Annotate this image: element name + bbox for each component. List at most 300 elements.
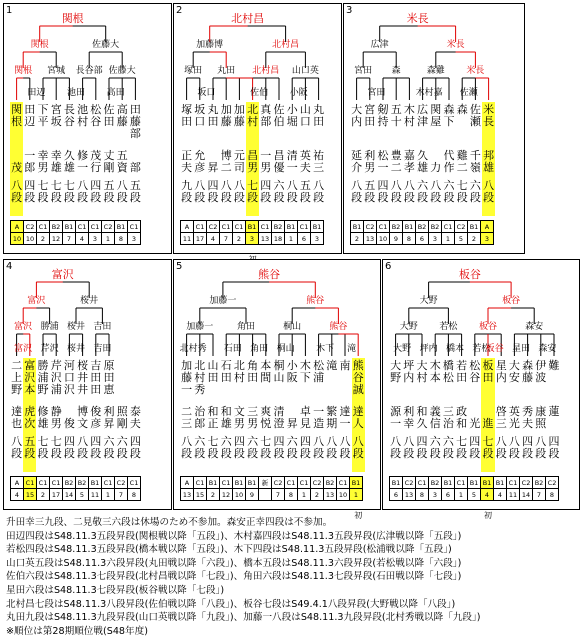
player-char: 期: [326, 417, 338, 430]
player-char: 静: [50, 405, 62, 418]
rank-cell: 3: [311, 233, 324, 245]
rank-cell: C1: [76, 221, 89, 233]
bracket-name-top: 富沢: [51, 268, 74, 281]
rank-cell: 4: [494, 489, 507, 501]
player-char: 資: [116, 161, 128, 174]
player-char: 佐: [273, 103, 285, 116]
rank-cell: 1: [455, 489, 468, 501]
player-char: 段: [77, 191, 89, 204]
player-char: 茂: [90, 149, 102, 162]
rank-cell: 14: [63, 489, 76, 501]
player-char: 下: [37, 103, 49, 116]
rank-cell: 2: [311, 489, 324, 501]
rank-cell: B1: [351, 221, 364, 233]
player-char: 昇: [286, 417, 298, 430]
player-char: 四: [273, 435, 285, 448]
rank-cell: 7: [63, 233, 76, 245]
player-char: 段: [207, 191, 219, 204]
player-char: 八: [535, 435, 547, 448]
player-char: 長: [63, 103, 75, 116]
rank-cell: 2: [207, 489, 220, 501]
bracket-name-l0: 石田: [223, 344, 242, 354]
player-char: 六: [194, 435, 206, 448]
player-char: 茂: [11, 161, 23, 174]
player-char: 人: [352, 417, 364, 430]
bracket-name-l1: 桜井: [66, 322, 86, 332]
bracket-name-l0: 板谷: [485, 344, 504, 354]
player-char: 六: [273, 179, 285, 192]
player-char: 英: [508, 405, 520, 418]
player-char: 谷: [63, 115, 75, 128]
rank-cell: 4: [207, 233, 220, 245]
rank-table: [389, 476, 559, 501]
player-char: 八: [430, 179, 442, 192]
rank-cell: B1: [403, 221, 416, 233]
player-char: 一: [260, 149, 272, 162]
player-char: 村: [233, 371, 245, 384]
player-char: 段: [37, 447, 49, 460]
player-char: 塚: [181, 103, 193, 116]
player-char: 内: [351, 115, 363, 128]
player-char: 澄: [273, 417, 285, 430]
player-char: 康: [535, 405, 547, 418]
player-char: 池: [77, 103, 89, 116]
player-char: 芹: [50, 359, 62, 372]
player-char: 男: [37, 161, 49, 174]
rank-cell: B2: [533, 477, 546, 489]
player-char: 石: [220, 359, 232, 372]
bracket-name-l0: 大野: [393, 344, 412, 354]
player-char: 六: [220, 435, 232, 448]
rank-cell: 3: [128, 233, 141, 245]
player-char: 内: [495, 371, 507, 384]
player-char: 夫: [129, 417, 141, 430]
rank-cell: 1: [298, 489, 311, 501]
rank-cell: 3: [481, 233, 494, 245]
rank-cell: 6: [442, 489, 455, 501]
player-char: 段: [194, 191, 206, 204]
bracket-name-l0: 芹沢: [40, 344, 59, 354]
player-char: 持: [377, 115, 389, 128]
rank-cell: 5: [76, 489, 89, 501]
rank-cell: 4: [76, 233, 89, 245]
player-char: 四: [260, 179, 272, 192]
player-char: 七: [482, 435, 494, 448]
player-char: 板: [482, 359, 494, 372]
player-char: 津: [417, 115, 429, 128]
player-char: 八: [403, 179, 415, 192]
player-char: 七: [456, 435, 468, 448]
player-char: 元: [233, 149, 245, 162]
bracket-name-top: 熊谷: [258, 268, 281, 281]
bracket-name-l1: 佐藤大: [108, 66, 136, 76]
rank-cell: 10: [233, 489, 246, 501]
player-char: 八: [390, 435, 402, 448]
player-char: 八: [313, 179, 325, 192]
player-char: 段: [50, 191, 62, 204]
bracket-name-l0: 坂口: [197, 88, 216, 98]
player-char: 下: [443, 115, 455, 128]
player-char: 卓: [299, 405, 311, 418]
rank-cell: B1: [468, 477, 481, 489]
player-char: 六: [103, 435, 115, 448]
player-char: 達: [352, 405, 364, 418]
rank-cell: C1: [416, 477, 429, 489]
rank-cell: B1: [494, 477, 507, 489]
player-char: 段: [220, 447, 232, 460]
player-char: 優: [273, 161, 285, 174]
player-char: 浦: [37, 371, 49, 384]
player-char: 男: [233, 417, 245, 430]
bracket-name-l1: 宮城: [47, 66, 66, 76]
player-char: 田: [313, 115, 325, 128]
player-char: 治: [194, 405, 206, 418]
rank-cell: 17: [50, 489, 63, 501]
player-char: 爽: [260, 405, 272, 418]
player-char: 藤: [220, 115, 232, 128]
player-char: 彦: [194, 161, 206, 174]
player-char: 悦: [260, 417, 272, 430]
player-char: 村: [194, 371, 206, 384]
bracket-name-l0: 佐瀬: [459, 88, 478, 98]
player-char: 段: [483, 191, 495, 204]
player-char: 村: [403, 115, 415, 128]
player-char: 橋: [442, 359, 454, 372]
player-char: 村: [416, 371, 428, 384]
player-char: 松: [442, 371, 454, 384]
player-char: 允: [194, 149, 206, 162]
player-char: 段: [233, 191, 245, 204]
player-char: 藤: [129, 115, 141, 128]
rank-cell: 2: [37, 233, 50, 245]
player-char: 富: [24, 359, 36, 372]
player-char: 清: [273, 405, 285, 418]
player-char: 力: [430, 161, 442, 174]
player-char: 段: [129, 447, 141, 460]
rank-cell: 新: [259, 477, 272, 489]
player-char: 五: [364, 179, 376, 192]
player-char: 照: [116, 405, 128, 418]
player-char: 文: [233, 405, 245, 418]
rank-cell: C1: [455, 477, 468, 489]
player-char: 関: [11, 103, 23, 116]
player-char: 六: [443, 179, 455, 192]
rank-cell: 9: [390, 233, 403, 245]
rank-cell: 5: [468, 489, 481, 501]
player-char: 本: [24, 383, 36, 396]
player-char: 四: [90, 435, 102, 448]
player-char: 田: [364, 115, 376, 128]
rank-cell: 8: [546, 489, 559, 501]
player-char: 嶺: [469, 161, 481, 174]
player-char: 蓮: [548, 405, 560, 418]
rank-cell: A: [11, 221, 24, 233]
player-char: 小: [286, 103, 298, 116]
player-char: 達: [339, 405, 351, 418]
player-char: 八: [326, 435, 338, 448]
rank-cell: C2: [403, 477, 416, 489]
player-char: 七: [456, 179, 468, 192]
rank-cell: 13: [181, 489, 194, 501]
panel-number: 3: [346, 5, 353, 16]
rank-cell: C2: [520, 477, 533, 489]
player-char: 松: [377, 149, 389, 162]
bracket-name-l0: 高田: [106, 88, 125, 98]
player-char: 高: [116, 103, 128, 116]
rank-cell: C1: [102, 477, 115, 489]
player-char: 一: [313, 405, 325, 418]
player-char: 泰: [129, 405, 141, 418]
player-char: 滝: [326, 359, 338, 372]
player-char: 一: [339, 417, 351, 430]
player-char: 段: [390, 447, 402, 460]
bracket-name-l0: 木村嘉: [415, 88, 443, 98]
player-char: 見: [299, 417, 311, 430]
player-char: 谷: [90, 115, 102, 128]
bracket-panel-6: [382, 259, 580, 520]
rank-cell: 6: [390, 489, 403, 501]
player-char: 熊: [352, 359, 364, 372]
player-char: 田: [181, 115, 193, 128]
player-char: 段: [90, 447, 102, 460]
player-char: 内: [403, 371, 415, 384]
rank-cell: B1: [285, 221, 298, 233]
player-char: 七: [37, 435, 49, 448]
player-char: 段: [273, 447, 285, 460]
rank-cell: C1: [259, 221, 272, 233]
player-char: 沢: [50, 371, 62, 384]
player-char: 夫: [299, 161, 311, 174]
player-char: 口: [63, 371, 75, 384]
rank-cell: B1: [311, 221, 324, 233]
rank-cell: A: [181, 477, 194, 489]
player-char: 祐: [313, 149, 325, 162]
player-char: 坂: [194, 103, 206, 116]
player-char: 桜: [77, 359, 89, 372]
rank-cell: 3: [246, 233, 259, 245]
player-char: 七: [260, 435, 272, 448]
rank-cell: 10: [377, 233, 390, 245]
player-char: 七: [63, 179, 75, 192]
rank-cell: 2: [468, 233, 481, 245]
player-char: 修: [37, 405, 49, 418]
player-char: 藤: [233, 115, 245, 128]
player-char: 原: [103, 359, 115, 372]
player-char: 誠: [352, 383, 364, 396]
player-char: 阪: [286, 371, 298, 384]
player-char: 雄: [483, 161, 495, 174]
player-char: 男: [50, 417, 62, 430]
player-char: 段: [37, 191, 49, 204]
player-char: 六: [429, 435, 441, 448]
player-char: 久: [417, 149, 429, 162]
rank-cell: B1: [246, 221, 259, 233]
player-char: 雄: [50, 161, 62, 174]
player-char: 河: [63, 359, 75, 372]
bracket-name-l1: 桐山: [283, 322, 302, 332]
player-char: 五: [103, 179, 115, 192]
rank-cell: 7: [272, 489, 285, 501]
player-char: 森: [456, 103, 468, 116]
player-char: 照: [535, 417, 547, 430]
player-char: 文: [77, 417, 89, 430]
note-line: 丸田九段はS48.11.3九段昇段(山口英戦以降「九段」)、加藤一八段はS48.11.3九段昇段(北村秀戦以降「九段」): [6, 612, 481, 624]
player-char: 田: [103, 371, 115, 384]
player-char: 四: [522, 435, 534, 448]
player-char: 宮: [50, 103, 62, 116]
player-char: 段: [24, 447, 36, 460]
player-char: 利: [403, 405, 415, 418]
rank-cell: C2: [311, 477, 324, 489]
player-char: 清: [286, 149, 298, 162]
note-line: 若松四段はS48.11.3五段昇段(橋本戦以降「五段」)、木下四段はS48.11.3五段昇段(松浦戦以降「五段」): [6, 544, 452, 556]
bracket-name-top: 板谷: [458, 268, 481, 281]
player-char: 大: [508, 359, 520, 372]
player-char: 口: [194, 115, 206, 128]
player-char: 段: [77, 447, 89, 460]
player-char: 四: [63, 435, 75, 448]
player-char: 関: [430, 103, 442, 116]
note-line: 田辺四段はS48.11.3五段昇段(関根戦以降「五段」)、木村嘉四段はS48.11.3五段昇段(広津戦以降「五段」): [6, 530, 462, 542]
rank-cell: B1: [468, 221, 481, 233]
player-char: 段: [339, 447, 351, 460]
player-char: 俊: [90, 405, 102, 418]
player-char: 谷: [352, 371, 364, 384]
player-char: 段: [429, 447, 441, 460]
rank-cell: C2: [272, 477, 285, 489]
player-char: 八: [403, 435, 415, 448]
rank-cell: B2: [390, 221, 403, 233]
player-char: 段: [313, 447, 325, 460]
panel-number: 4: [6, 261, 13, 272]
rank-cell: B1: [233, 477, 246, 489]
player-char: 段: [469, 447, 481, 460]
player-char: 段: [273, 191, 285, 204]
rank-cell: 12: [50, 233, 63, 245]
player-char: 野: [11, 383, 23, 396]
player-char: 雄: [417, 161, 429, 174]
rank-cell: C2: [24, 221, 37, 233]
bracket-name-l0: 北村秀: [179, 344, 207, 354]
player-char: 四: [233, 435, 245, 448]
bracket-panel-4: [3, 259, 172, 510]
bracket-name-l2: 米長: [446, 40, 465, 50]
rank-cell: B1: [115, 221, 128, 233]
rank-cell: 1: [350, 489, 363, 501]
player-char: 達: [11, 405, 23, 418]
bracket-name-l2: 熊谷: [306, 296, 325, 306]
player-char: 段: [181, 191, 193, 204]
player-char: 三: [313, 161, 325, 174]
bracket-name-l2: 桜井: [80, 296, 99, 306]
player-char: 段: [181, 447, 193, 460]
player-char: 政: [456, 405, 468, 418]
player-char: 進: [482, 417, 494, 430]
player-char: 木: [299, 359, 311, 372]
player-char: 段: [364, 191, 376, 204]
player-char: 源: [390, 405, 402, 418]
bracket-name-l2: 加藤博: [196, 40, 224, 50]
player-char: 久: [416, 417, 428, 430]
player-char: 雄: [37, 417, 49, 430]
player-char: 段: [286, 191, 298, 204]
player-char: 四: [129, 435, 141, 448]
player-char: 幸: [37, 149, 49, 162]
player-char: 八: [351, 179, 363, 192]
rank-cell: B1: [390, 477, 403, 489]
player-char: 米: [483, 103, 495, 116]
player-char: 広: [417, 103, 429, 116]
bracket-name-l1: 丸田: [217, 66, 236, 76]
player-char: 若: [456, 359, 468, 372]
player-char: 段: [456, 191, 468, 204]
player-char: 四: [299, 435, 311, 448]
player-char: 宮: [364, 103, 376, 116]
player-char: 八: [11, 435, 23, 448]
rank-cell: C1: [337, 477, 350, 489]
player-char: 北: [247, 103, 259, 116]
player-char: 一: [181, 383, 193, 396]
rank-cell: B1: [63, 221, 76, 233]
player-char: 和: [416, 405, 428, 418]
note-line: 山口英五段はS48.11.3六段昇段(丸田戦以降「六段」)、橋本五段はS48.11.3六段昇段(若松戦以降「六段」): [6, 557, 462, 569]
player-char: 北: [233, 359, 245, 372]
player-char: 幸: [50, 149, 62, 162]
player-char: 修: [77, 149, 89, 162]
player-char: 八: [77, 179, 89, 192]
player-char: 段: [522, 447, 534, 460]
player-char: 段: [129, 191, 141, 204]
player-char: 小: [286, 359, 298, 372]
rank-table: [10, 476, 141, 501]
player-char: 部: [260, 115, 272, 128]
player-char: 五: [24, 435, 36, 448]
player-char: 難: [548, 359, 560, 372]
player-char: 八: [483, 179, 495, 192]
player-char: 光: [469, 417, 481, 430]
rank-cell: C1: [442, 221, 455, 233]
bracket-name-l0: 橋本: [445, 344, 465, 354]
player-char: 平: [37, 115, 49, 128]
player-char: 夫: [181, 161, 193, 174]
rank-cell: 13: [259, 233, 272, 245]
player-char: 谷: [469, 371, 481, 384]
player-char: 加: [233, 103, 245, 116]
player-char: 田: [207, 115, 219, 128]
player-char: 北: [194, 359, 206, 372]
bracket-panel-1: [3, 3, 172, 254]
rank-cell: B2: [429, 221, 442, 233]
rank-cell: B2: [76, 477, 89, 489]
player-char: 井: [77, 371, 89, 384]
rank-cell: 10: [337, 489, 350, 501]
rank-cell: C1: [50, 477, 63, 489]
player-char: 段: [116, 447, 128, 460]
rank-cell: 11: [89, 489, 102, 501]
bracket-name-l1: 大野: [399, 322, 418, 332]
player-char: 藤: [522, 371, 534, 384]
player-char: 一: [77, 161, 89, 174]
player-char: 部: [129, 161, 141, 174]
player-char: 木: [403, 103, 415, 116]
player-char: 段: [194, 447, 206, 460]
bracket-name-l1: 北村昌: [252, 66, 280, 76]
player-char: 光: [508, 417, 520, 430]
player-char: 昌: [247, 149, 259, 162]
bracket-name-l2: 加藤一: [209, 296, 237, 306]
player-char: 村: [247, 115, 259, 128]
player-char: 邦: [483, 149, 495, 162]
